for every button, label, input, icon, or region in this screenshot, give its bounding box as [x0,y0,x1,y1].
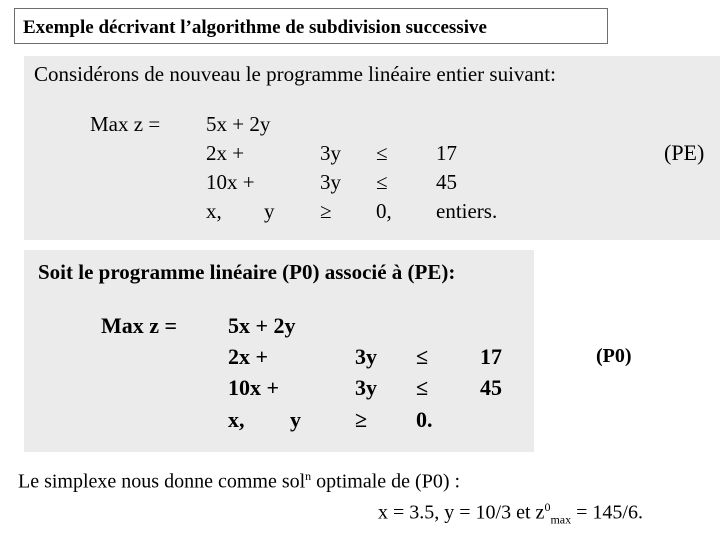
slide-title: Exemple décrivant l’algorithme de subdivision successive [14,8,608,44]
pe-c2-b: 3y [320,170,341,194]
pe-c1-a: 2x + [206,141,245,165]
pe-label: (PE) [664,140,705,165]
p0-c1-rhs: 17 [480,344,502,369]
pe-c1-rhs: 17 [436,141,457,165]
scanned-program-pe [24,56,720,240]
pe-c3-rhs: 0, [376,199,392,223]
scanned-program-p0 [24,250,534,452]
p0-c2-op: ≤ [416,375,429,400]
p0-intro: Soit le programme linéaire (P0) associé à (PE): [38,260,456,284]
p0-c2-a: 10x + [228,375,280,400]
footer-line1-text-b: optimale de (P0) : [311,470,461,493]
pe-c2-rhs: 45 [436,170,457,194]
footer-line2-text-b: = 145/6. [571,501,643,524]
pe-c1-op: ≤ [376,141,388,165]
footer-line-2 [378,500,643,528]
footer-line-1 [18,469,460,494]
pe-objective-lhs: Max z = [90,112,161,136]
pe-intro: Considérons de nouveau le programme linéaire entier suivant: [34,62,556,86]
pe-c2-a: 10x + [206,170,255,194]
p0-c1-op: ≤ [416,344,429,369]
p0-c1-b: 3y [355,344,377,369]
footer-line2-text-a: x = 3.5, y = 10/3 et z [378,501,545,524]
pe-c2-op: ≤ [376,170,388,194]
p0-c1-a: 2x + [228,344,269,369]
pe-c3-b: y [264,199,275,223]
p0-c3-op: ≥ [355,407,368,432]
footer-line1-sup: n [305,469,312,483]
pe-c3-a: x, [206,199,222,223]
pe-c1-b: 3y [320,141,341,165]
p0-c3-rhs: 0. [416,407,433,432]
pe-c3-extra: entiers. [436,199,498,223]
pe-c3-op: ≥ [320,199,332,223]
p0-c3-b: y [290,407,301,432]
footer-line1-text-a: Le simplexe nous donne comme sol [18,470,306,493]
footer-line2-sub: max [550,512,572,527]
p0-c3-a: x, [228,407,245,432]
p0-c2-b: 3y [355,375,377,400]
footer-line2-sup: 0 [544,500,551,514]
pe-objective-expr: 5x + 2y [206,112,271,136]
p0-objective-expr: 5x + 2y [228,313,296,338]
p0-objective-lhs: Max z = [101,313,178,338]
p0-c2-rhs: 45 [480,375,502,400]
p0-label: (P0) [596,345,632,367]
